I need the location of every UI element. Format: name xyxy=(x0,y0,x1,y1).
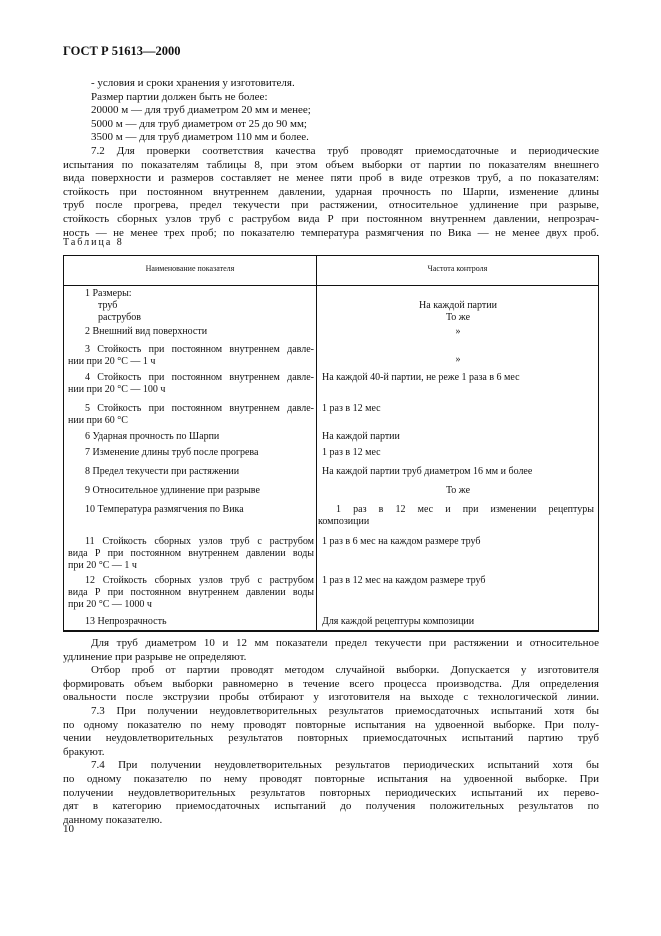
column-header-frequency: Частота контроля xyxy=(427,264,488,273)
cell-line: На каждой партии труб диаметром 16 мм и более xyxy=(322,466,533,477)
text-line: труб после прогрева, предел текучести при растяжении, относительное удлинение при разрыве, xyxy=(63,199,599,212)
cell-line: » xyxy=(455,354,461,365)
text-line: 7.3 При получении неудовлетворительных результатов приемосдаточных испытаний хотя бы xyxy=(91,704,599,717)
text-line: бракуют. xyxy=(63,745,105,758)
cell-line: нии при 60 °С xyxy=(68,415,128,427)
cell-line: На каждой партии xyxy=(419,300,497,311)
cell-line: 12 Стойкость сборных узлов труб с раструбом xyxy=(85,575,314,586)
cell-line: 3 Стойкость при постоянном внутреннем давле- xyxy=(85,344,314,355)
cell-line: раструбов xyxy=(98,312,141,324)
cell-line: То же xyxy=(445,485,471,496)
cell-line: 11 Стойкость сборных узлов труб с раструбом xyxy=(85,536,314,547)
cell-line: при 20 °С — 1000 ч xyxy=(68,599,152,611)
cell-line: 4 Стойкость при постоянном внутреннем давле- xyxy=(85,372,314,383)
indicator-cell xyxy=(68,344,314,368)
text-line: Отбор проб от партии проводят методом случайной выборки. Допускается у изготовителя xyxy=(91,664,599,677)
frequency-cell xyxy=(322,575,594,587)
frequency-cell xyxy=(322,536,594,548)
cell-line: композиции xyxy=(318,516,370,528)
text-line: 7.2 Для проверки соответствия качества труб проводят приемосдаточные и периодические xyxy=(91,144,599,157)
cell-line: 10 Температура размягчения по Вика xyxy=(85,504,244,515)
cell-line: вида Р при постоянном внутреннем давлении воды xyxy=(68,548,314,560)
indicator-cell xyxy=(68,447,314,459)
text-line: стойкость при постоянном внутреннем давлении, ударная прочность по Шарпи, изменение длины xyxy=(63,185,599,198)
text-line: ность — не менее трех проб; по показателю температура размягчения по Вика — не менее двух проб. xyxy=(63,226,599,239)
text-line: данному показателю. xyxy=(63,813,163,826)
document-header: ГОСТ Р 51613—2000 xyxy=(63,44,181,58)
frequency-cell xyxy=(322,466,594,478)
text-line: по одному показателю по нему проводят повторные испытания на удвоенной выборке. При полу- xyxy=(63,718,599,731)
indicator-cell xyxy=(68,288,314,325)
text-line: вида поверхности и размеров составляет не менее пяти проб в виде отрезков труб, а по показателям: xyxy=(63,172,599,185)
indicator-cell xyxy=(68,372,314,396)
cell-line: На каждой партии xyxy=(322,431,400,442)
text-line: 7.4 При получении неудовлетворительных результатов периодических испытаний хотя бы xyxy=(91,759,599,772)
cell-line: 1 раз в 12 мес и при изменении рецептуры xyxy=(336,504,594,515)
text-line: 20000 м — для труб диаметром 20 мм и менее; xyxy=(91,104,311,117)
cell-line: нии при 20 °С — 1 ч xyxy=(68,356,156,368)
text-line: формировать объем выборки равномерно в течение всего процесса производства. Для определения xyxy=(63,677,599,690)
cell-line: 1 Размеры: xyxy=(85,288,132,299)
cell-line: 1 раз в 6 мес на каждом размере труб xyxy=(322,536,481,547)
text-line: Размер партии должен быть не более: xyxy=(91,90,268,103)
indicator-cell xyxy=(68,431,314,443)
top-text xyxy=(63,77,599,240)
cell-line: 1 раз в 12 мес xyxy=(322,403,381,414)
indicator-cell xyxy=(68,504,314,516)
frequency-cell xyxy=(322,485,594,497)
header-divider xyxy=(64,285,598,286)
text-line: испытания по показателям таблицы 8, при этом объем выборки от партии по показателям внешнего xyxy=(63,158,599,171)
indicator-cell xyxy=(68,466,314,478)
text-line: стойкость сборных узлов труб с раструбом вида Р при постоянном внутреннем давлении, непрозрач- xyxy=(63,212,599,225)
frequency-cell xyxy=(318,504,594,528)
text-line: удлинение при разрыве не определяют. xyxy=(63,650,247,663)
cell-line: труб xyxy=(98,300,118,312)
frequency-cell xyxy=(322,447,594,459)
column-header-indicator: Наименование показателя xyxy=(145,264,235,273)
indicator-cell xyxy=(68,326,314,338)
cell-line: 2 Внешний вид поверхности xyxy=(85,326,208,337)
cell-line: 13 Непрозрачность xyxy=(85,616,167,627)
frequency-cell xyxy=(322,354,594,366)
bottom-text xyxy=(63,637,599,827)
text-line: по одному показателю по нему проводят повторные испытания на удвоенной выборке. При xyxy=(63,772,599,785)
cell-line: 1 раз в 12 мес на каждом размере труб xyxy=(322,575,486,586)
cell-line: 6 Ударная прочность по Шарпи xyxy=(85,431,220,442)
indicator-cell xyxy=(68,575,314,612)
column-divider xyxy=(316,256,317,630)
page-number: 10 xyxy=(63,823,74,835)
frequency-cell xyxy=(322,616,594,628)
text-line: 5000 м — для труб диаметром от 25 до 90 мм; xyxy=(91,117,307,130)
cell-line: при 20 °С — 1 ч xyxy=(68,560,137,572)
frequency-cell xyxy=(322,300,594,324)
frequency-cell xyxy=(322,431,594,443)
cell-line: 1 раз в 12 мес xyxy=(322,447,381,458)
cell-line: На каждой 40-й партии, не реже 1 раза в 6 мес xyxy=(322,372,520,383)
frequency-cell xyxy=(322,372,594,384)
cell-line: вида Р при постоянном внутреннем давлении воды xyxy=(68,587,314,599)
cell-line: » xyxy=(455,326,461,337)
cell-line: То же xyxy=(445,312,471,324)
indicator-cell xyxy=(68,485,314,497)
table-caption: Таблица 8 xyxy=(63,237,124,248)
cell-line: 7 Изменение длины труб после прогрева xyxy=(85,447,259,458)
cell-line: нии при 20 °С — 100 ч xyxy=(68,384,166,396)
frequency-cell xyxy=(322,326,594,338)
indicator-cell xyxy=(68,616,314,628)
text-line: Для труб диаметром 10 и 12 мм показатели предел текучести при растяжении и относительное xyxy=(91,637,599,649)
cell-line: Для каждой рецептуры композиции xyxy=(322,616,475,627)
cell-line: 8 Предел текучести при растяжении xyxy=(85,466,240,477)
indicator-cell xyxy=(68,403,314,427)
table-8 xyxy=(63,255,599,632)
text-line: дят в категорию приемосдаточных испытаний до получения положительных результатов по xyxy=(63,800,599,813)
text-line: чении неудовлетворительных результатов повторных приемосдаточных испытаний партию труб xyxy=(63,732,599,745)
text-line: - условия и сроки хранения у изготовителя. xyxy=(91,77,295,89)
indicator-cell xyxy=(68,536,314,573)
text-line: получении неудовлетворительных результатов повторных периодических испытаний их перево- xyxy=(63,786,599,799)
cell-line: 5 Стойкость при постоянном внутреннем давле- xyxy=(85,403,314,414)
text-line: овальности после экструзии пробы отбирают у изготовителя на выходе с технологической линии. xyxy=(63,691,599,704)
text-line: 3500 м — для труб диаметром 110 мм и более. xyxy=(91,131,309,144)
cell-line: 9 Относительное удлинение при разрыве xyxy=(85,485,260,496)
frequency-cell xyxy=(322,403,594,415)
